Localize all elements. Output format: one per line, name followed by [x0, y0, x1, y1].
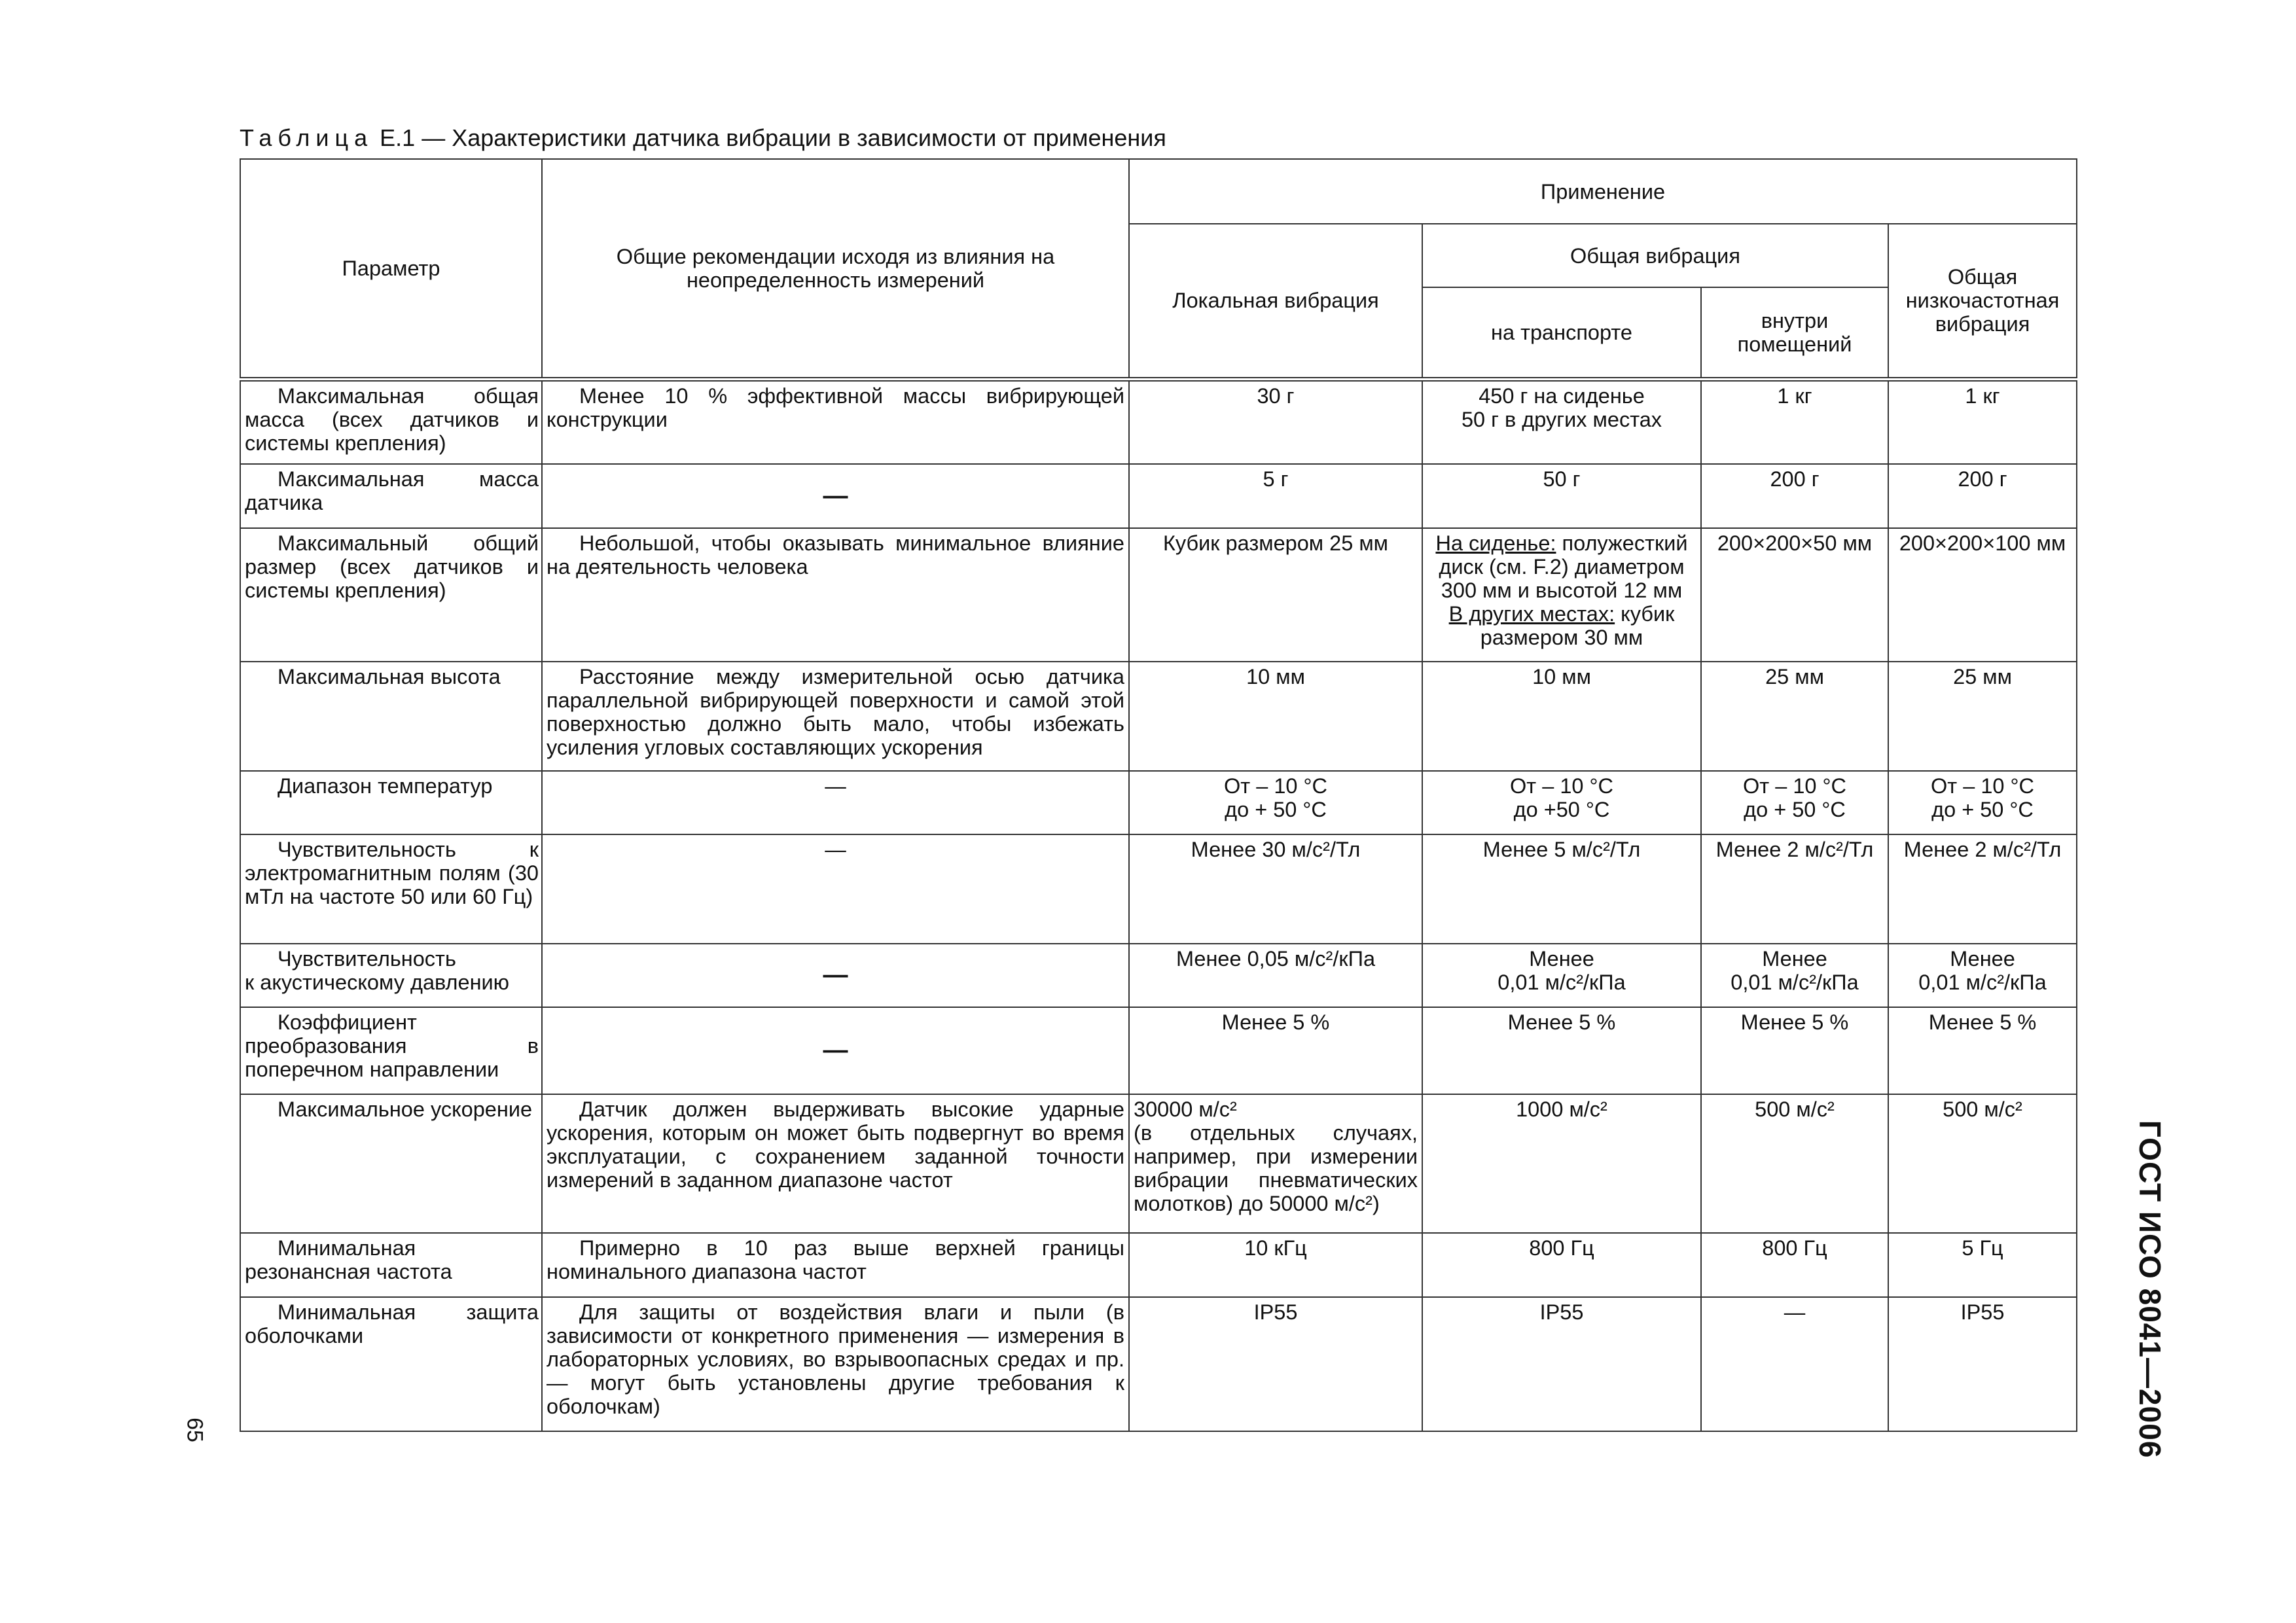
- temp-from: От – 10 °C: [1931, 774, 2034, 798]
- table-row: [240, 834, 2077, 944]
- row-transport: [1422, 771, 1701, 834]
- table-row: [240, 1297, 2077, 1431]
- table-row: [240, 464, 2077, 528]
- row-param: Минимальная защита оболочками: [240, 1297, 542, 1431]
- table-row: [240, 379, 2077, 464]
- row-low: [1888, 944, 2077, 1007]
- temp-from: От – 10 °C: [1224, 774, 1327, 798]
- row-general: Для защиты от воздействия влаги и пыли (в зависимости от конкретного применения — измерения в лабораторных условиях, во взрывоопасных средах и пр. — могут быть установлены другие требования к оболочкам): [542, 1297, 1129, 1431]
- row-indoor: 800 Гц: [1701, 1233, 1888, 1297]
- row-param: Минимальная резонансная частота: [240, 1233, 542, 1297]
- row-general: Менее 10 % эффективной массы вибрирующей конструкции: [542, 379, 1129, 464]
- temp-from: От – 10 °C: [1743, 774, 1846, 798]
- row-param: [240, 944, 542, 1007]
- value-line: Менее: [1950, 947, 2015, 971]
- row-low: 500 м/с²: [1888, 1094, 2077, 1233]
- row-local: 10 мм: [1129, 662, 1422, 771]
- row-general: Небольшой, чтобы оказывать минимальное влияние на деятельность человека: [542, 528, 1129, 662]
- value-line: 0,01 м/с²/кПа: [1498, 971, 1626, 994]
- header-general: Общие рекомендации исходя из влияния на неопределенность измерений: [542, 159, 1129, 379]
- row-indoor: [1701, 771, 1888, 834]
- row-low: 25 мм: [1888, 662, 2077, 771]
- row-transport: 800 Гц: [1422, 1233, 1701, 1297]
- temp-to: до + 50 °C: [1744, 798, 1846, 821]
- row-indoor: —: [1701, 1297, 1888, 1431]
- row-param: Максимальная высота: [240, 662, 542, 771]
- row-indoor: 500 м/с²: [1701, 1094, 1888, 1233]
- row-local: Менее 0,05 м/с²/кПа: [1129, 944, 1422, 1007]
- row-transport: [1422, 379, 1701, 464]
- row-transport: Менее 5 м/с²/Тл: [1422, 834, 1701, 944]
- table-row: [240, 662, 2077, 771]
- seat-label: На сиденье:: [1435, 531, 1556, 555]
- row-param: Максимальная общая масса (всех датчиков и системы крепления): [240, 379, 542, 464]
- row-local: Кубик размером 25 мм: [1129, 528, 1422, 662]
- header-whole-body: Общая вибрация: [1422, 224, 1888, 287]
- temp-from: От – 10 °C: [1510, 774, 1613, 798]
- row-param: Коэффициент преобразования в поперечном направлении: [240, 1007, 542, 1094]
- header-transport: на транспорте: [1422, 287, 1701, 379]
- row-transport: 50 г: [1422, 464, 1701, 528]
- other-label: В других местах:: [1448, 602, 1615, 626]
- temp-to: до + 50 °C: [1225, 798, 1327, 821]
- row-indoor: 200 г: [1701, 464, 1888, 528]
- accel-first: 30000 м/с²: [1134, 1097, 1237, 1121]
- value-line: Менее: [1762, 947, 1827, 971]
- row-param-line: Чувствительность: [278, 947, 456, 971]
- row-general: [542, 464, 1129, 528]
- seat-text: полужесткий диск (см. F.2) диаметром 300 мм и высотой 12 мм: [1439, 531, 1688, 602]
- row-local: Менее 5 %: [1129, 1007, 1422, 1094]
- row-local: 30 г: [1129, 379, 1422, 464]
- row-param: Чувствительность к электромагнитным полям (30 мТл на частоте 50 или 60 Гц): [240, 834, 542, 944]
- header-local: Локальная вибрация: [1129, 224, 1422, 379]
- row-transport-line: 450 г на сиденье: [1479, 383, 1645, 408]
- row-low: 200 г: [1888, 464, 2077, 528]
- table-row: [240, 1007, 2077, 1094]
- dash: —: [823, 482, 848, 510]
- row-param: Диапазон температур: [240, 771, 542, 834]
- row-low: 200×200×100 мм: [1888, 528, 2077, 662]
- row-local: 5 г: [1129, 464, 1422, 528]
- value-line: 0,01 м/с²/кПа: [1731, 971, 1859, 994]
- row-general: —: [542, 771, 1129, 834]
- other-text: кубик размером 30 мм: [1480, 602, 1675, 649]
- accel-body: (в отдельных случаях, например, при измерении вибрации пневматических молотков) до 50000 м/с²): [1134, 1121, 1418, 1215]
- row-general: Расстояние между измерительной осью датчика параллельной вибрирующей поверхности и самой этой поверхностью должно быть мало, чтобы избежать усиления угловых составляющих ускорения: [542, 662, 1129, 771]
- row-general: [542, 1007, 1129, 1094]
- row-transport-line: 50 г в других местах: [1461, 407, 1662, 431]
- row-local: 10 кГц: [1129, 1233, 1422, 1297]
- row-param-line: к акустическому давлению: [245, 971, 510, 994]
- characteristics-table: [240, 158, 2077, 1432]
- dash: —: [823, 961, 848, 989]
- table-row: [240, 528, 2077, 662]
- row-general: Датчик должен выдерживать высокие ударные ускорения, которым он может быть подвергнут во время эксплуатации, с сохранением заданной точности измерений в заданном диапазоне частот: [542, 1094, 1129, 1233]
- row-indoor: [1701, 944, 1888, 1007]
- header-indoor: внутри помещений: [1701, 287, 1888, 379]
- row-general: [542, 944, 1129, 1007]
- row-low: IP55: [1888, 1297, 2077, 1431]
- row-transport: Менее 5 %: [1422, 1007, 1701, 1094]
- row-indoor: 25 мм: [1701, 662, 1888, 771]
- row-local: [1129, 771, 1422, 834]
- row-indoor: Менее 5 %: [1701, 1007, 1888, 1094]
- row-indoor: 200×200×50 мм: [1701, 528, 1888, 662]
- row-low: 5 Гц: [1888, 1233, 2077, 1297]
- row-param: Максимальная масса датчика: [240, 464, 542, 528]
- row-indoor: Менее 2 м/с²/Тл: [1701, 834, 1888, 944]
- row-param: Максимальный общий размер (всех датчиков и системы крепления): [240, 528, 542, 662]
- page-number-text: 65: [182, 1418, 207, 1442]
- row-transport: [1422, 944, 1701, 1007]
- table-row: [240, 944, 2077, 1007]
- value-line: 0,01 м/с²/кПа: [1918, 971, 2047, 994]
- table-row: [240, 771, 2077, 834]
- row-low: Менее 5 %: [1888, 1007, 2077, 1094]
- page-number: [178, 1407, 211, 1453]
- header-low-freq: Общая низкочастотная вибрация: [1888, 224, 2077, 379]
- row-transport: IP55: [1422, 1297, 1701, 1431]
- row-local: [1129, 1094, 1422, 1233]
- standard-designation: [2121, 1120, 2179, 1459]
- row-local: Менее 30 м/с²/Тл: [1129, 834, 1422, 944]
- row-low: [1888, 771, 2077, 834]
- header-param: Параметр: [240, 159, 542, 379]
- table-row: [240, 1094, 2077, 1233]
- row-general: Примерно в 10 раз выше верхней границы номинального диапазона частот: [542, 1233, 1129, 1297]
- caption-text: E.1 — Характеристики датчика вибрации в зависимости от применения: [373, 124, 1166, 151]
- temp-to: до + 50 °C: [1931, 798, 2034, 821]
- row-general: —: [542, 834, 1129, 944]
- value-line: Менее: [1529, 947, 1594, 971]
- table-row: [240, 1233, 2077, 1297]
- row-param: Максимальное ускорение: [240, 1094, 542, 1233]
- row-low: Менее 2 м/с²/Тл: [1888, 834, 2077, 944]
- standard-designation-text: ГОСТ ИСО 8041—2006: [2133, 1120, 2167, 1459]
- dash: —: [823, 1037, 848, 1064]
- header-application: Применение: [1129, 159, 2077, 224]
- row-transport: 10 мм: [1422, 662, 1701, 771]
- table-caption: [240, 124, 1166, 152]
- row-low: 1 кг: [1888, 379, 2077, 464]
- row-transport: 1000 м/с²: [1422, 1094, 1701, 1233]
- row-transport: [1422, 528, 1701, 662]
- temp-to: до +50 °C: [1513, 798, 1610, 821]
- row-indoor: 1 кг: [1701, 379, 1888, 464]
- caption-label: Таблица: [240, 124, 374, 151]
- row-local: IP55: [1129, 1297, 1422, 1431]
